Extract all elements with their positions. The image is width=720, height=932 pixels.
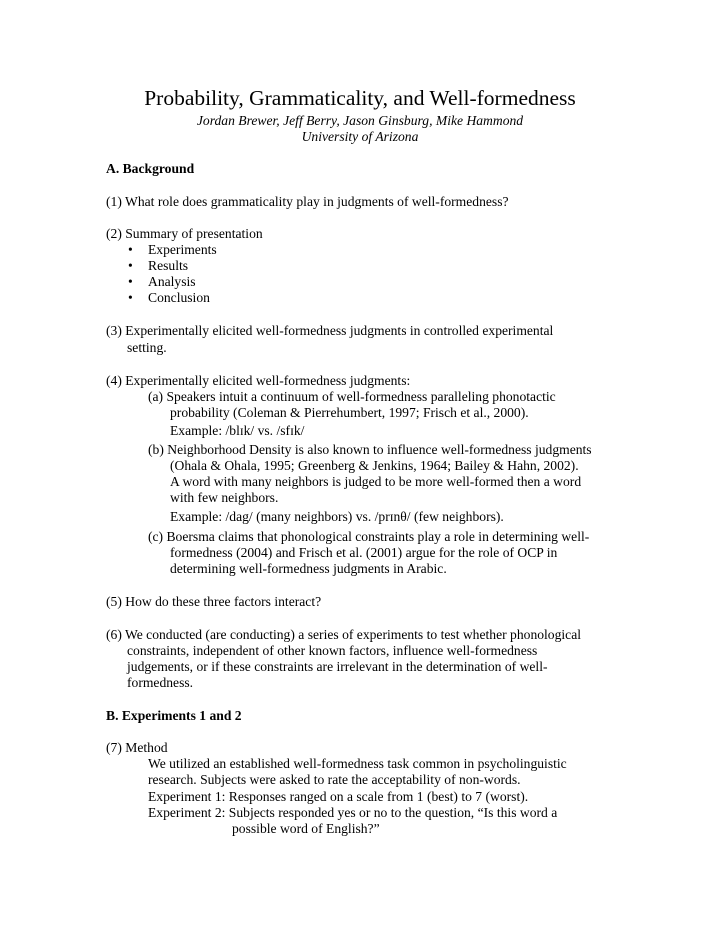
affiliation: University of Arizona	[301, 129, 419, 144]
bullet-icon: •	[128, 242, 133, 257]
item-4c-line: determining well-formedness judgments in Arabic.	[170, 561, 447, 576]
item-3-line: setting.	[127, 340, 167, 355]
item-4b-line: (Ohala & Ohala, 1995; Greenberg & Jenkins, 1964; Bailey & Hahn, 2002).	[170, 458, 579, 473]
item-7-line: We utilized an established well-formedness task common in psycholinguistic	[148, 756, 567, 771]
item-2-lead: (2) Summary of presentation	[106, 226, 263, 241]
item-4b-example: Example: /dag/ (many neighbors) vs. /prɪnθ/ (few neighbors).	[170, 509, 504, 524]
item-5: (5) How do these three factors interact?	[106, 594, 322, 609]
item-4a-line: probability (Coleman & Pierrehumbert, 1997; Frisch et al., 2000).	[170, 405, 529, 420]
item-6-line: formedness.	[127, 675, 194, 690]
item-7-line: Experiment 2: Subjects responded yes or no to the question, “Is this word a	[148, 805, 558, 820]
item-4b-line: (b) Neighborhood Density is also known to influence well-formedness judgments	[148, 442, 592, 457]
section-a-heading: A. Background	[106, 161, 195, 176]
item-7-line: possible word of English?”	[232, 821, 380, 836]
item-7-line: research. Subjects were asked to rate the acceptability of non-words.	[148, 772, 521, 787]
bullet-icon: •	[128, 274, 133, 289]
item-6-line: (6) We conducted (are conducting) a series of experiments to test whether phonological	[106, 627, 582, 642]
item-7-line: Experiment 1: Responses ranged on a scale from 1 (best) to 7 (worst).	[148, 789, 529, 804]
paper-title: Probability, Grammaticality, and Well-formedness	[144, 86, 576, 110]
bullet-icon: •	[128, 258, 133, 273]
item-4-lead: (4) Experimentally elicited well-formedness judgments:	[106, 373, 411, 388]
bullet-text: Results	[148, 258, 189, 273]
item-3-line: (3) Experimentally elicited well-formedness judgments in controlled experimental	[106, 323, 554, 338]
section-b-heading: B. Experiments 1 and 2	[106, 708, 242, 723]
bullet-text: Experiments	[148, 242, 217, 257]
item-4b-line: A word with many neighbors is judged to be more well-formed then a word	[170, 474, 582, 489]
bullet-text: Conclusion	[148, 290, 210, 305]
item-6-line: constraints, independent of other known factors, influence well-formedness	[127, 643, 538, 658]
item-1: (1) What role does grammaticality play in judgments of well-formedness?	[106, 194, 509, 209]
item-6-line: judgements, or if these constraints are irrelevant in the determination of well-	[127, 659, 548, 674]
item-4a-line: (a) Speakers intuit a continuum of well-formedness paralleling phonotactic	[148, 389, 556, 404]
item-4c-line: formedness (2004) and Frisch et al. (2001) argue for the role of OCP in	[170, 545, 558, 560]
item-7-lead: (7) Method	[106, 740, 168, 755]
bullet-text: Analysis	[148, 274, 196, 289]
author-list: Jordan Brewer, Jeff Berry, Jason Ginsburg, Mike Hammond	[196, 113, 524, 128]
item-4b-line: with few neighbors.	[170, 490, 279, 505]
item-4c-line: (c) Boersma claims that phonological constraints play a role in determining well-	[148, 529, 590, 544]
bullet-icon: •	[128, 290, 133, 305]
item-4a-example: Example: /blɪk/ vs. /sfɪk/	[170, 423, 305, 438]
